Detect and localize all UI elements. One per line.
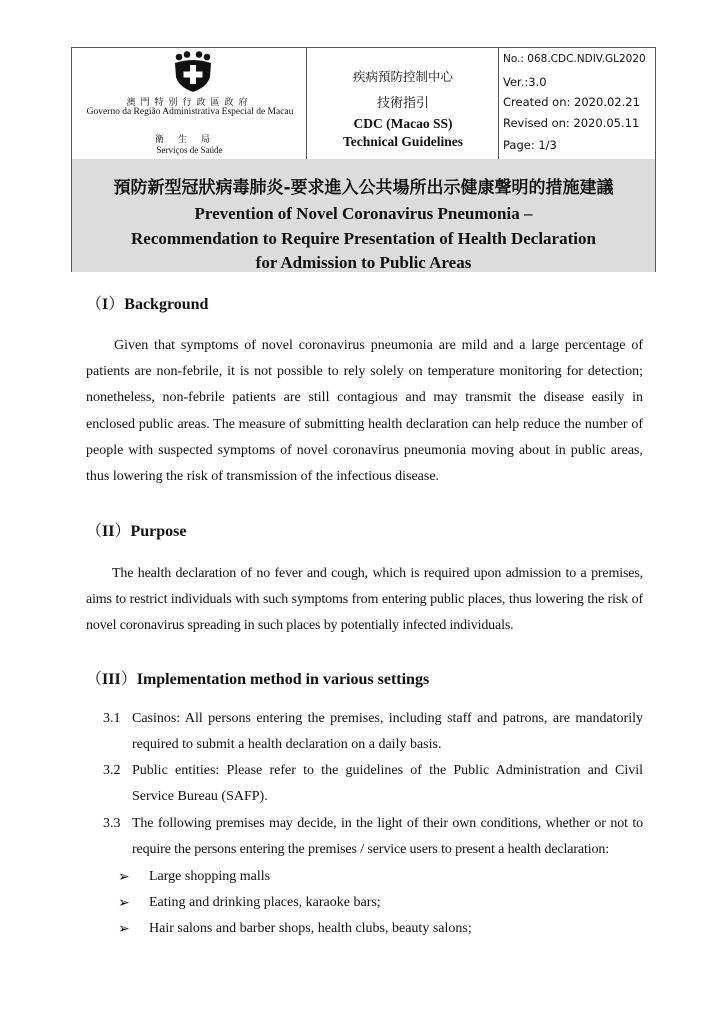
section-number: I [102,296,109,313]
list-item-public-entities: Public entities: Please refer to the guidelines of the Public Administration and Civil Service Bureau (SAFP). [132,763,643,805]
government-logo-cell [72,48,307,159]
purpose-paragraph [86,561,643,640]
paren-open: （ [86,294,103,313]
health-bureau-name-portuguese: Serviços de Saúde [156,145,223,155]
section-number: III [102,671,121,688]
section-title: Implementation method in various settings [136,671,430,688]
background-paragraph [86,333,643,490]
section-title: Purpose [130,523,187,540]
purpose-text: The health declaration of no fever and cough, which is required upon admission to a premises, aims to restrict individuals with such symptoms from entering public places, thus lowering the risk of novel coronavirus spreading in such places by potentially infected individuals. [86,566,643,634]
bullet-item-shopping-malls: Large shopping malls [149,869,271,884]
document-number: No.: 068.CDC.NDIV.GL2020 [503,53,646,65]
document-version: Ver.:3.0 [503,75,547,89]
guideline-type-chinese: 技術指引 [376,96,429,111]
bullet-item-salons: Hair salons and barber shops, health clubs, beauty salons; [149,921,472,936]
background-text: Given that symptoms of novel coronavirus pneumonia are mild and a large percentage of patients are non-febrile, it is not possible to rely solely on temperature monitoring for detection; nonetheless, non-febrile patients are still contagious and may transmit the disease easily in enclosed public areas. The measure of submitting health declaration can help reduce the number of people with suspected symptoms of novel coronavirus pneumonia moving about in public areas, thus lowering the risk of transmission of the infectious disease. [86,338,643,485]
revised-date: Revised on: 2020.05.11 [503,116,640,130]
cdc-name-chinese: 疾病預防控制中心 [352,69,453,84]
page-number: Page: 1/3 [503,138,557,152]
document-header [71,47,656,272]
paren-close: ） [120,669,137,688]
list-item-number: 3.2 [103,763,121,778]
list-item-optional-premises: The following premises may decide, in the light of their own conditions, whether or not to require the persons entering the premises / service users to present a health declaration: [132,816,643,858]
arrow-bullet-icon: ➢ [118,921,130,937]
section-heading-background [86,291,208,314]
paren-open: （ [86,669,103,688]
arrow-bullet-icon: ➢ [118,869,130,885]
section-title: Background [124,296,209,313]
paren-close: ） [114,521,131,540]
section-number: II [102,523,115,540]
section-heading-implementation [86,666,429,689]
health-bureau-logo-icon [173,51,213,93]
guideline-type-english: Technical Guidelines [343,134,463,149]
document-meta-cell [499,48,655,159]
list-item-number: 3.3 [103,816,121,831]
list-item-casinos: Casinos: All persons entering the premises, including staff and patrons, are mandatorily required to submit a health declaration on a daily basis. [132,711,643,753]
document-title-chinese: 預防新型冠狀病毒肺炎-要求進入公共場所出示健康聲明的措施建議 [113,178,614,198]
document-title-english-line-1: Prevention of Novel Coronavirus Pneumonia – [194,204,533,223]
header-row [72,48,655,160]
document-title-english-line-2: Recommendation to Require Presentation of Health Declaration [131,229,596,248]
guideline-type-cell [307,48,499,159]
section-heading-purpose [86,518,186,541]
health-bureau-name-chinese: 衛生局 [154,135,224,145]
cdc-name-english: CDC (Macao SS) [353,116,453,131]
paren-open: （ [86,521,103,540]
arrow-bullet-icon: ➢ [118,895,130,911]
document-title-english-line-3: for Admission to Public Areas [255,253,472,272]
bullet-item-eating-places: Eating and drinking places, karaoke bars; [149,895,381,910]
government-name-portuguese: Governo da Região Administrativa Especial de Macau [86,107,294,117]
document-title-band [72,159,655,272]
paren-close: ） [108,294,125,313]
created-date: Created on: 2020.02.21 [503,95,640,109]
government-name-chinese: 澳門特別行政區政府 [126,98,253,108]
list-item-number: 3.1 [103,711,121,726]
